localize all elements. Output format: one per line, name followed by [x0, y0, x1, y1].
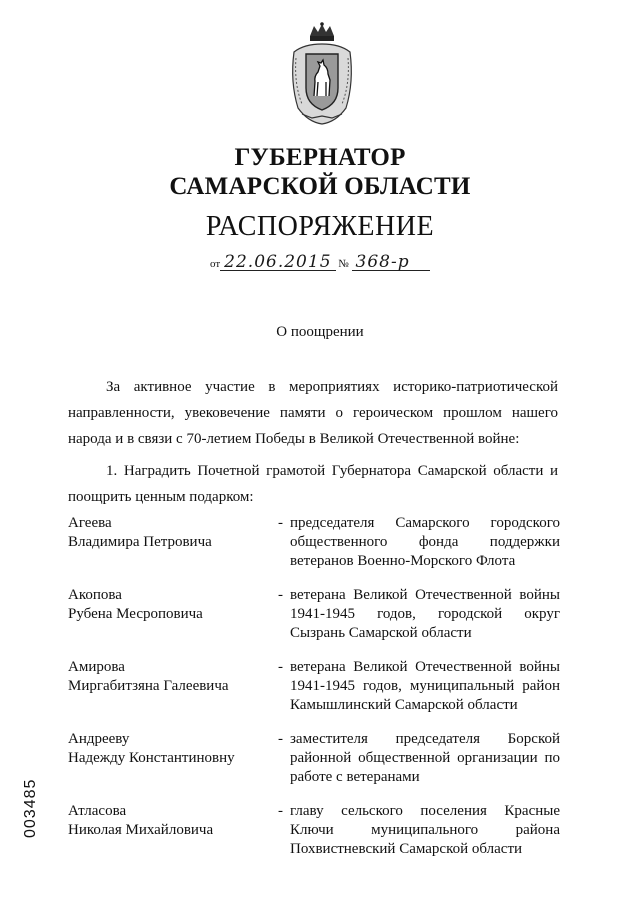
awardee-name [68, 730, 268, 768]
awardee-surname: Андрееву [68, 731, 130, 747]
awardee-description: главу сельского поселения Красные Ключи муниципального района Похвистневский Самарской области [290, 803, 560, 857]
awardee-name [68, 514, 268, 552]
margin-stamp [22, 778, 42, 908]
handwritten-number: 368-р [352, 254, 430, 271]
awardee-description: ветерана Великой Отечественной войны 1941-1945 годов, городской округ Сызрань Самарской области [290, 587, 560, 641]
date-number-line [210, 254, 430, 273]
entry-dash: - [278, 731, 283, 747]
subject-line: О поощрении [276, 324, 364, 340]
awardee-surname: Акопова [68, 587, 122, 603]
entry-dash: - [278, 587, 283, 603]
awardee-given-names: Надежду Константиновну [68, 750, 235, 766]
awardee-list [68, 514, 560, 874]
entry-dash: - [278, 803, 283, 819]
awardee-entry [68, 586, 560, 641]
awardee-entry [68, 658, 560, 713]
entry-dash: - [278, 659, 283, 675]
awardee-given-names: Владимира Петровича [68, 534, 212, 550]
awardee-name [68, 802, 268, 840]
entry-dash: - [278, 515, 283, 531]
document-type: РАСПОРЯЖЕНИЕ [205, 211, 435, 242]
awardee-description: заместителя председателя Борской районной общественной организации по работе с ветеранами [290, 731, 560, 785]
preamble-paragraph: За активное участие в мероприятиях историко-патриотической направленности, увековечение памяти о героическом прошлом нашего народа и в связи с 70-летием Победы в Великой Отечественной войне: [68, 379, 558, 447]
awardee-name [68, 586, 268, 624]
awardee-description: председателя Самарского городского общественного фонда поддержки ветеранов Военно-Морского Флота [290, 515, 560, 569]
resolution-item-1: 1. Наградить Почетной грамотой Губернатора Самарской области и поощрить ценным подарком: [68, 463, 558, 505]
awardee-given-names: Николая Михайловича [68, 822, 214, 838]
margin-stamp-number: 003485 [22, 778, 39, 838]
awardee-description: ветерана Великой Отечественной войны 1941-1945 годов, муниципальный район Камышлинский Самарской области [290, 659, 560, 713]
awardee-surname: Агеева [68, 515, 112, 531]
awardee-entry [68, 802, 560, 857]
awardee-name [68, 658, 268, 696]
awardee-entry [68, 514, 560, 569]
awardee-surname: Амирова [68, 659, 125, 675]
authority-title-line2: САМАРСКОЙ ОБЛАСТИ [169, 173, 471, 200]
authority-title-line1: ГУБЕРНАТОР [234, 144, 406, 171]
handwritten-date: 22.06.2015 [220, 254, 335, 271]
awardee-given-names: Рубена Месроповича [68, 606, 203, 622]
awardee-given-names: Миргабитзяна Галеевича [68, 678, 229, 694]
coat-of-arms-icon [288, 22, 356, 126]
date-prefix: от [210, 258, 221, 270]
awardee-entry [68, 730, 560, 785]
awardee-surname: Атласова [68, 803, 127, 819]
number-label: № [338, 258, 349, 270]
